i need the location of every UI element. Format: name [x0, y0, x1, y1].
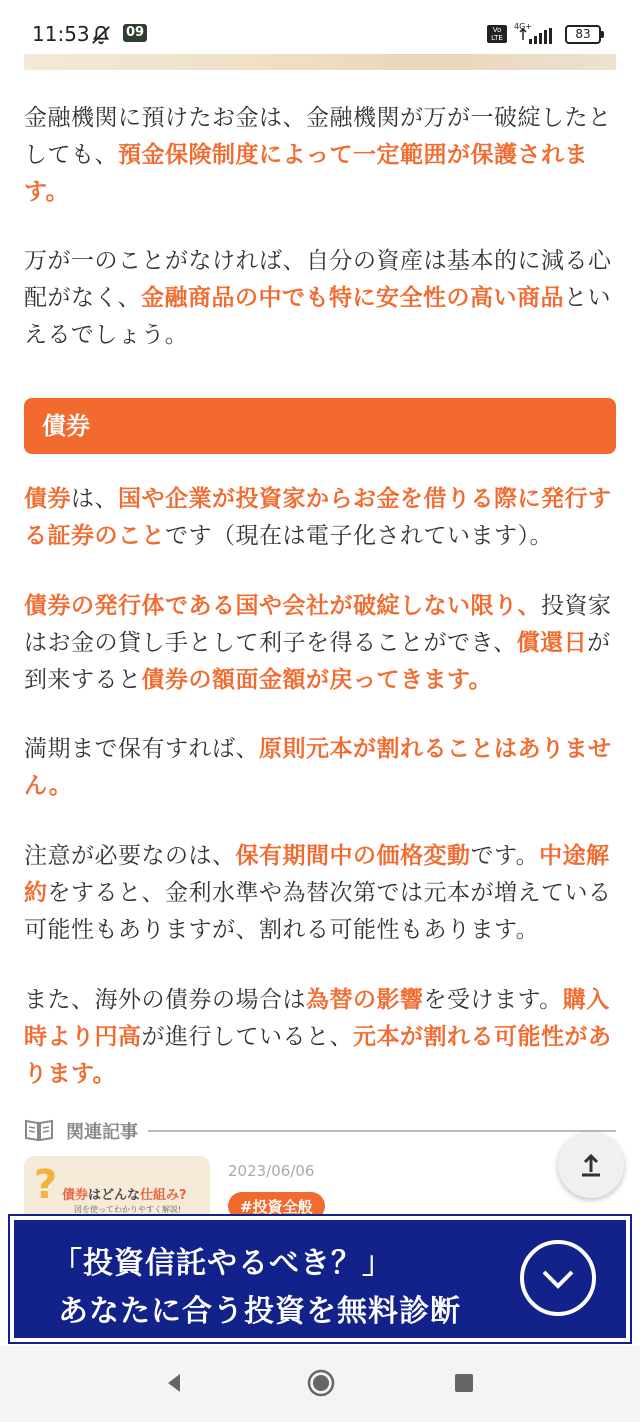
paragraph-text: 注意が必要なのは、: [24, 843, 236, 869]
highlight-text: 償還日: [516, 630, 588, 656]
home-circle-icon[interactable]: [306, 1368, 336, 1398]
related-article-date: 2023/06/06: [228, 1162, 315, 1180]
article-paragraph: [24, 243, 616, 354]
scroll-to-top-button[interactable]: [558, 1132, 624, 1198]
battery-icon: 83: [565, 25, 601, 44]
article-paragraph: [24, 481, 616, 555]
article-paragraph: [24, 982, 616, 1093]
paragraph-text: をすると、金利水準や為替次第では元本が増えている可能性もありますが、割れる可能性もあります。: [24, 880, 612, 943]
divider: [148, 1130, 616, 1132]
cta-line-2: あなたに合う投資を無料診断: [58, 1294, 461, 1329]
article-paragraph: [24, 100, 616, 211]
paragraph-text: です（現在は電子化されています）。: [165, 523, 553, 549]
paragraph-text: です。: [470, 843, 540, 869]
thumbnail-subtitle: 図を使ってわかりやすく解説!: [74, 1205, 182, 1214]
section-heading: 債券: [24, 398, 616, 454]
thumbnail-title: 債券はどんな仕組み?: [62, 1188, 187, 1203]
arrow-up-icon: [558, 1132, 624, 1198]
highlight-text: 国や企業が投資家からお金を借りる際に発行する証券のこと: [24, 486, 612, 549]
recent-square-icon[interactable]: [455, 1374, 473, 1392]
paragraph-text: は、: [71, 486, 118, 512]
highlight-text: 元本が割れる可能性があります。: [24, 1024, 612, 1087]
highlight-text: 為替の影響: [306, 987, 424, 1013]
highlight-text: 債券の額面金額が戻ってきます。: [141, 667, 493, 693]
article-paragraph: [24, 588, 616, 699]
network-type: 4G+: [514, 22, 532, 31]
question-mark-graphic: ?: [34, 1162, 58, 1208]
hero-image-edge: [24, 54, 616, 70]
signal-icon: [518, 28, 554, 44]
related-articles-header: [24, 1116, 616, 1144]
status-time: 11:53: [32, 22, 90, 46]
highlight-text: 預金保険制度によって一定範囲が保護されます。: [24, 142, 588, 205]
back-triangle-icon[interactable]: [160, 1368, 190, 1398]
related-articles-label: 関連記事: [66, 1122, 138, 1143]
volte-icon: Vo LTE: [487, 25, 507, 43]
notification-badge: 09: [123, 24, 147, 42]
paragraph-text: が到来すると: [24, 630, 611, 693]
paragraph-text: といえるでしょう。: [24, 285, 612, 348]
highlight-text: 原則元本が割れることはありません。: [24, 736, 612, 799]
cta-line-1: 「投資信託やるべき？」: [52, 1246, 393, 1281]
chevron-down-icon[interactable]: [520, 1240, 596, 1316]
article-paragraph: [24, 731, 616, 805]
highlight-text: 購入時より円高: [24, 987, 610, 1050]
paragraph-text: が進行していると、: [141, 1024, 353, 1050]
system-nav-bar: [0, 1346, 640, 1422]
related-article-tag[interactable]: #投資全般: [228, 1192, 325, 1220]
paragraph-text: を受けます。: [423, 987, 563, 1013]
paragraph-text: また、海外の債券の場合は: [24, 987, 306, 1013]
highlight-text: 保有期間中の価格変動: [235, 843, 471, 869]
paragraph-text: 満期まで保有すれば、: [24, 736, 259, 762]
article-paragraph: [24, 838, 616, 949]
paragraph-text: 投資家はお金の貸し手として利子を得ることができ、: [24, 593, 612, 656]
related-article-thumbnail[interactable]: [24, 1156, 210, 1220]
status-bar: [0, 0, 640, 54]
paragraph-text: 金融機関に預けたお金は、金融機関が万が一破綻したとしても、: [24, 105, 612, 168]
highlight-text: 中途解約: [24, 843, 610, 906]
bell-off-icon: [90, 24, 112, 46]
highlight-text: 金融商品の中でも特に安全性の高い商品: [141, 285, 565, 311]
highlight-text: 債券の発行体である国や会社が破綻しない限り、: [24, 593, 541, 619]
book-icon: [24, 1118, 54, 1142]
paragraph-text: 万が一のことがなければ、自分の資産は基本的に減る心配がなく、: [24, 248, 612, 311]
diagnosis-cta-banner[interactable]: [10, 1216, 630, 1342]
highlight-text: 債券: [24, 486, 71, 512]
